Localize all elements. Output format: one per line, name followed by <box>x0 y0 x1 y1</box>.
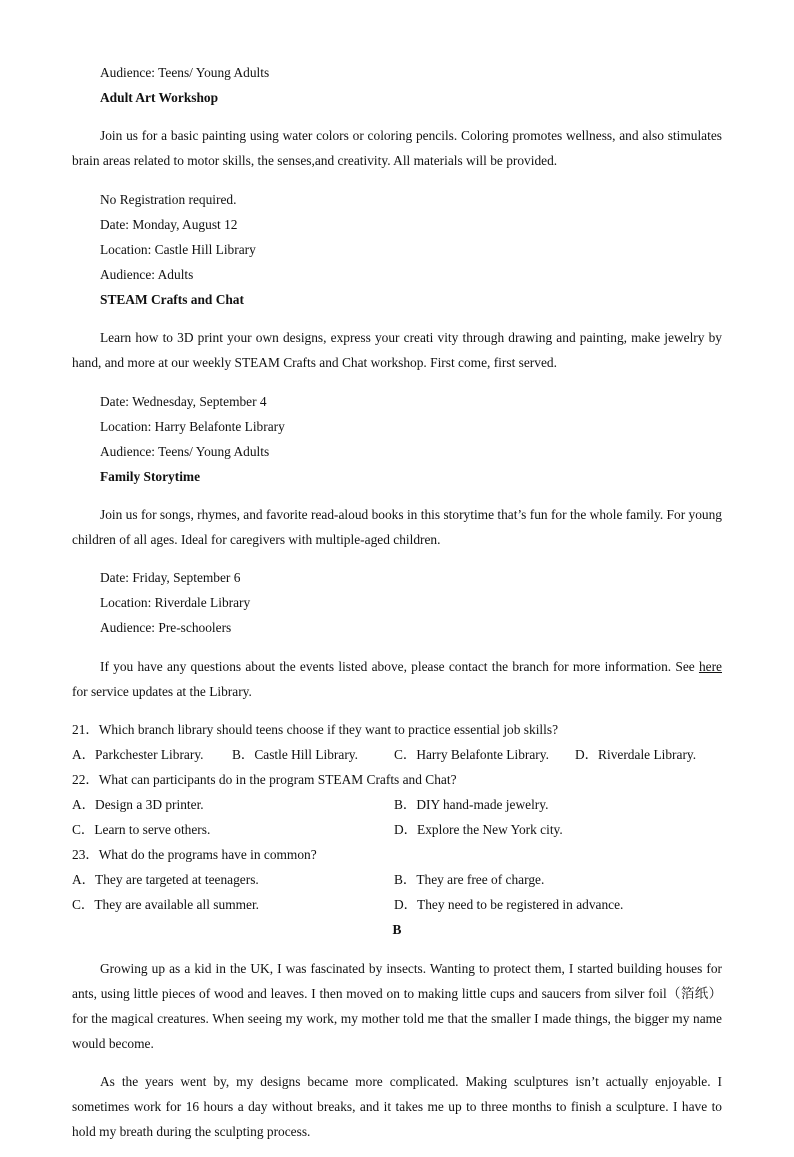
option-c[interactable]: C．Learn to serve others. <box>72 822 211 838</box>
adult-art-registration: No Registration required. <box>100 191 237 207</box>
option-d[interactable]: D．They need to be registered in advance. <box>394 897 624 913</box>
steam-date: Date: Wednesday, September 4 <box>100 393 267 409</box>
adult-art-location: Location: Castle Hill Library <box>100 241 256 257</box>
steam-title: STEAM Crafts and Chat <box>100 291 244 307</box>
document-page <box>72 60 722 1157</box>
family-title: Family Storytime <box>100 468 201 484</box>
adult-art-title: Adult Art Workshop <box>100 90 219 105</box>
family-location: Location: Riverdale Library <box>100 595 251 611</box>
question-22-options-row-2 <box>72 817 722 842</box>
section-b-paragraph-2: As the years went by, my designs became more complicated. Making sculptures isn’t actually enjoyable. I sometimes work for 16 hours a day without breaks, and it takes me up to three months to finish a sculpture. I have to hold my breath during the sculpting process. <box>72 1073 722 1139</box>
prev-event-audience: Audience: Teens/ Young Adults <box>100 65 270 80</box>
here-link[interactable]: here <box>698 658 722 674</box>
family-audience: Audience: Pre-schoolers <box>100 620 232 636</box>
adult-art-date: Date: Monday, August 12 <box>100 216 238 232</box>
question-23-options-row-1 <box>72 867 722 892</box>
section-b-heading: B <box>392 922 402 938</box>
option-b[interactable]: B．Castle Hill Library. <box>232 747 358 763</box>
option-c[interactable]: C．They are available all summer. <box>72 897 260 913</box>
family-date: Date: Friday, September 6 <box>100 570 241 586</box>
contact-text-before: If you have any questions about the events listed above, please contact the branch for more information. See <box>100 658 699 674</box>
steam-location: Location: Harry Belafonte Library <box>100 418 285 434</box>
option-a[interactable]: A．Parkchester Library. <box>72 747 204 763</box>
steam-description: Learn how to 3D print your own designs, express your creati vity through drawing and painting, make jewelry by hand, and more at our weekly STEAM Crafts and Chat workshop. First come, first served. <box>72 330 722 371</box>
question-23-stem: 23．What do the programs have in common? <box>72 847 317 863</box>
option-a[interactable]: A．Design a 3D printer. <box>72 797 204 813</box>
contact-paragraph <box>72 654 722 704</box>
option-b[interactable]: B．They are free of charge. <box>394 872 545 888</box>
option-d[interactable]: D．Explore the New York city. <box>394 822 563 838</box>
question-22-options-row-1 <box>72 792 722 817</box>
adult-art-description: Join us for a basic painting using water colors or coloring pencils. Coloring promotes wellness, and also stimulates brain areas related to motor skills, the senses,and creativity. All materials will be provided. <box>72 128 722 169</box>
option-c[interactable]: C．Harry Belafonte Library. <box>394 747 549 763</box>
adult-art-audience: Audience: Adults <box>100 266 194 282</box>
question-23-options-row-2 <box>72 892 722 917</box>
section-b-paragraph-1: Growing up as a kid in the UK, I was fascinated by insects. Wanting to protect them, I started building houses for ants, using little pieces of wood and leaves. I then moved on to making little cups and saucers from silver foil（箔纸） for the magical creatures. When seeing my work, my mother told me that the smaller I made things, the bigger my name would become. <box>72 960 722 1051</box>
question-21-options <box>72 742 722 767</box>
contact-text-after: for service updates at the Library. <box>72 683 252 699</box>
option-a[interactable]: A．They are targeted at teenagers. <box>72 872 259 888</box>
question-21-stem: 21．Which branch library should teens choose if they want to practice essential job skills? <box>72 722 559 738</box>
family-description: Join us for songs, rhymes, and favorite read-aloud books in this storytime that’s fun for the whole family. For young children of all ages. Ideal for caregivers with multiple-aged children. <box>72 506 722 547</box>
option-b[interactable]: B．DIY hand-made jewelry. <box>394 797 549 813</box>
option-d[interactable]: D．Riverdale Library. <box>575 747 697 763</box>
question-22-stem: 22．What can participants do in the program STEAM Crafts and Chat? <box>72 772 457 788</box>
steam-audience: Audience: Teens/ Young Adults <box>100 443 270 459</box>
